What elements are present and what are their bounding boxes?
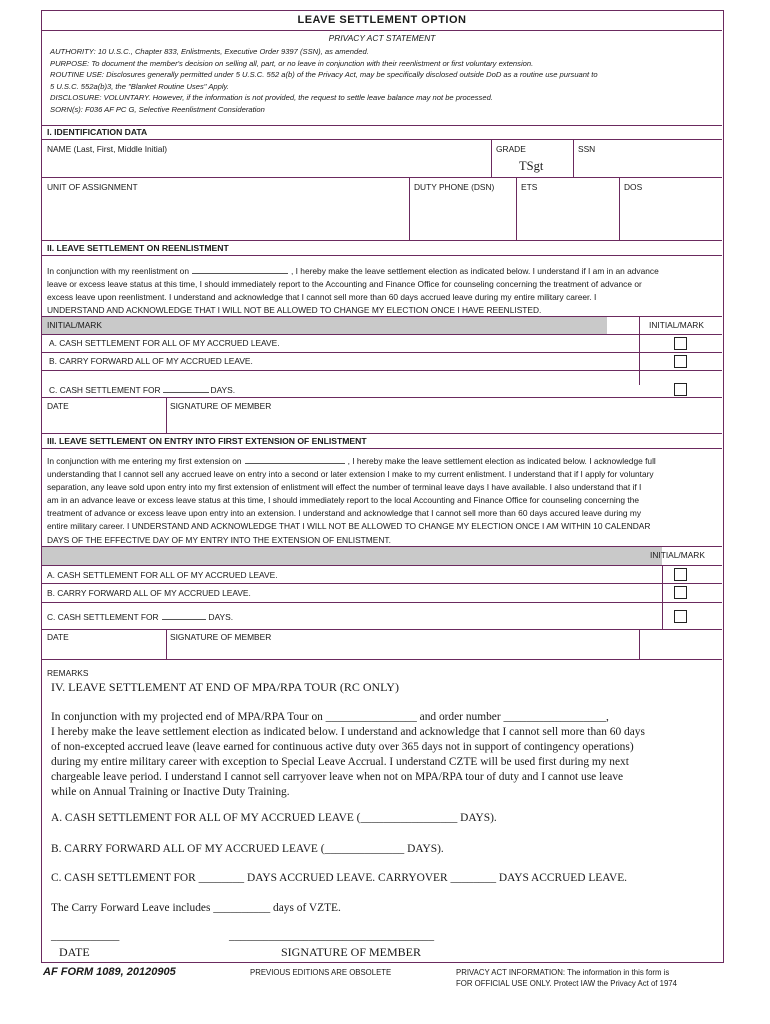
s3-option-c-label: C. CASH SETTLEMENT FOR — [47, 612, 159, 622]
routine-use-text-2: 5 U.S.C. 552a(b)3, the "Blanket Routine Uses" Apply. — [50, 81, 229, 91]
s3-option-a-checkbox[interactable] — [674, 568, 687, 581]
s3-option-c-days: DAYS. — [208, 612, 234, 622]
section-2-text — [47, 265, 723, 317]
s3-text-7: DAYS OF THE EFFECTIVE DAY OF MY ENTRY INTO THE EXTENSION OF ENLISTMENT. — [47, 534, 391, 545]
form-number: AF FORM 1089, 20120905 — [43, 966, 176, 978]
duty-phone-input[interactable] — [409, 177, 516, 240]
ssn-label: SSN — [578, 144, 596, 154]
s3-text-1a: In conjunction with me entering my first extension on — [47, 456, 242, 466]
remarks-date-label: DATE — [59, 945, 90, 959]
s3-option-b-checkbox[interactable] — [674, 586, 687, 599]
section-1-title: I. IDENTIFICATION DATA — [47, 127, 148, 137]
section-2-title: II. LEAVE SETTLEMENT ON REENLISTMENT — [47, 243, 229, 253]
s3-option-c — [47, 612, 233, 622]
remarks-signature-label: SIGNATURE OF MEMBER — [281, 945, 422, 959]
s3-days-input[interactable] — [162, 619, 206, 620]
s3-option-b: B. CARRY FORWARD ALL OF MY ACCRUED LEAVE. — [47, 588, 251, 598]
remarks-line-1: In conjunction with my projected end of MPA/RPA Tour on ________________ and order number __________________, — [51, 711, 609, 723]
privacy-heading: PRIVACY ACT STATEMENT — [328, 33, 436, 43]
s2-option-a-checkbox[interactable] — [674, 337, 687, 350]
purpose-text: PURPOSE: To document the member's decision on selling all, part, or no leave in conjunction with their reenlistment or first voluntary extension. — [50, 58, 534, 68]
ssn-input[interactable] — [573, 139, 722, 177]
routine-use-text: ROUTINE USE: Disclosures generally permitted under 5 U.S.C. 552 a(b) of the Privacy Act, may be specifically disclosed outside DoD as a routine use pursuant to — [50, 70, 598, 79]
s3-text-3: separation, any leave sold upon entry into my first extension of enlistment will effect the number of terminal leave days I have available. I also understand that if I — [47, 482, 642, 493]
section-3-text — [47, 455, 723, 547]
s2-date-input[interactable] — [42, 397, 166, 433]
remarks-body[interactable] — [51, 710, 721, 800]
s3-option-a: A. CASH SETTLEMENT FOR ALL OF MY ACCRUED LEAVE. — [47, 570, 278, 580]
leave-settlement-form — [41, 10, 724, 963]
s2-option-c-label: C. CASH SETTLEMENT FOR — [49, 385, 161, 395]
s2-option-b-checkbox[interactable] — [674, 355, 687, 368]
duty-phone-label: DUTY PHONE (DSN) — [414, 182, 495, 192]
remarks-line-5: chargeable leave period. I understand I cannot sell carryover leave when not on MPA/RPA tour of duty and I cannot use leave — [51, 771, 624, 783]
s2-text-3: excess leave upon reenlistment. I understand and acknowledge that I cannot sell more than 60 days accrued leave during my entire military career. I — [47, 292, 597, 302]
s2-option-c — [49, 385, 235, 395]
grade-label: GRADE — [496, 144, 526, 154]
s2-text-1a: In conjunction with my reenlistment on — [47, 266, 189, 276]
s3-initial-mark: INITIAL/MARK — [650, 550, 705, 560]
remarks-option-b: B. CARRY FORWARD ALL OF MY ACCRUED LEAVE (______________ DAYS). — [51, 843, 444, 855]
extension-date-input[interactable] — [245, 463, 345, 464]
remarks-date-line: ____________ — [51, 930, 120, 942]
s2-option-c-checkbox[interactable] — [674, 383, 687, 396]
unit-label: UNIT OF ASSIGNMENT — [47, 182, 138, 192]
s2-text-4: UNDERSTAND AND ACKNOWLEDGE THAT I WILL NOT BE ALLOWED TO CHANGE MY ELECTION ONCE I HAVE REENLISTED. — [47, 305, 542, 315]
initial-mark-left: INITIAL/MARK — [47, 320, 102, 330]
s2-signature-input[interactable] — [166, 397, 722, 433]
ets-label: ETS — [521, 182, 538, 192]
sorn-text: SORN(s): F036 AF PC G, Selective Reenlistment Consideration — [50, 104, 265, 114]
remarks-option-c: C. CASH SETTLEMENT FOR ________ DAYS ACCRUED LEAVE. CARRYOVER ________ DAYS ACCRUED LEAVE. — [51, 872, 628, 884]
privacy-info-line-2: FOR OFFICIAL USE ONLY. Protect IAW the Privacy Act of 1974 — [456, 979, 677, 988]
dos-input[interactable] — [619, 177, 722, 240]
form-title: LEAVE SETTLEMENT OPTION — [297, 14, 467, 26]
s3-signature-label: SIGNATURE OF MEMBER — [170, 632, 272, 642]
previous-editions: PREVIOUS EDITIONS ARE OBSOLETE — [250, 968, 392, 977]
s3-initial-shade — [42, 546, 662, 565]
name-input[interactable] — [42, 139, 491, 177]
s3-text-1b: , I hereby make the leave settlement election as indicated below. I acknowledge full — [347, 456, 656, 466]
s3-signature-input[interactable] — [166, 629, 639, 659]
initial-mark-right: INITIAL/MARK — [649, 320, 704, 330]
privacy-act-info — [456, 967, 677, 989]
remarks-option-a: A. CASH SETTLEMENT FOR ALL OF MY ACCRUED LEAVE (_________________ DAYS). — [51, 812, 497, 824]
s3-text-6: entire military career. I UNDERSTAND AND ACKNOWLEDGE THAT I WILL NOT BE ALLOWED TO CHANGE MY ELECTION ONCE I AM WITHIN 10 CALENDAR — [47, 521, 651, 532]
remarks-heading: IV. LEAVE SETTLEMENT AT END OF MPA/RPA TOUR (RC ONLY) — [51, 680, 399, 694]
s3-date-label: DATE — [47, 632, 69, 642]
s3-text-2: understanding that I cannot sell any accrued leave on entry into a second or later extension I make to my current enlistment. I understand that if I apply for voluntary — [47, 469, 654, 480]
s2-days-input[interactable] — [163, 392, 209, 393]
remarks-label: REMARKS — [47, 668, 89, 678]
remarks-line-4: during my entire military career with exception to Special Leave Accrual. I understand CZTE will be used first during my next — [51, 756, 629, 768]
initial-header-shade — [42, 316, 607, 334]
s3-text-5: treatment of advance or excess leave upon entry into an extension. I understand and acknowledge that I cannot sell more than 60 days accured leave during my — [47, 508, 642, 519]
s2-option-b: B. CARRY FORWARD ALL OF MY ACCRUED LEAVE. — [49, 356, 253, 366]
privacy-statement — [50, 46, 720, 115]
s2-signature-label: SIGNATURE OF MEMBER — [170, 401, 272, 411]
unit-input[interactable] — [42, 177, 409, 240]
ets-input[interactable] — [516, 177, 619, 240]
name-label: NAME (Last, First, Middle Initial) — [47, 144, 168, 154]
s2-text-1b: , I hereby make the leave settlement election as indicated below. I understand if I am in an advance — [290, 266, 659, 276]
remarks-line-6: while on Annual Training or Inactive Duty Training. — [51, 786, 290, 798]
s2-option-a: A. CASH SETTLEMENT FOR ALL OF MY ACCRUED LEAVE. — [49, 338, 280, 348]
s2-date-label: DATE — [47, 401, 69, 411]
s3-date-input[interactable] — [42, 629, 166, 659]
dos-label: DOS — [624, 182, 643, 192]
remarks-vzte: The Carry Forward Leave includes __________ days of VZTE. — [51, 902, 341, 914]
remarks-line-3: of non-excepted accrued leave (leave earned for continuous active duty over 365 days not in support of contingency operations) — [51, 741, 634, 753]
reenlistment-date-input[interactable] — [192, 273, 288, 274]
section-3-title: III. LEAVE SETTLEMENT ON ENTRY INTO FIRST EXTENSION OF ENLISTMENT — [47, 436, 367, 446]
s3-option-c-checkbox[interactable] — [674, 610, 687, 623]
s3-text-4: am in an advance leave or excess leave status at this time, I should immediately report to the local Accounting and Finance Office for counseling concerning the — [47, 495, 640, 506]
disclosure-text: DISCLOSURE: VOLUNTARY. However, if the information is not provided, the request to settle leave balance may not be processed. — [50, 93, 493, 102]
s2-option-c-days: DAYS. — [210, 385, 236, 395]
authority-text: AUTHORITY: 10 U.S.C., Chapter 833, Enlistments, Executive Order 9397 (SSN), as amended. — [50, 47, 369, 56]
s2-text-2: leave or excess leave status at this time, I should immediately report to the Accounting and Finance Office for counseling concerning the treatment of advance or — [47, 279, 642, 289]
remarks-line-2: I hereby make the leave settlement election as indicated below. I understand and acknowledge that I cannot sell more than 60 days — [51, 726, 645, 738]
privacy-info-line-1: PRIVACY ACT INFORMATION: The information in this form is — [456, 968, 670, 977]
grade-input[interactable]: TSgt — [519, 159, 544, 173]
remarks-signature-line: ____________________________________ — [229, 930, 435, 942]
